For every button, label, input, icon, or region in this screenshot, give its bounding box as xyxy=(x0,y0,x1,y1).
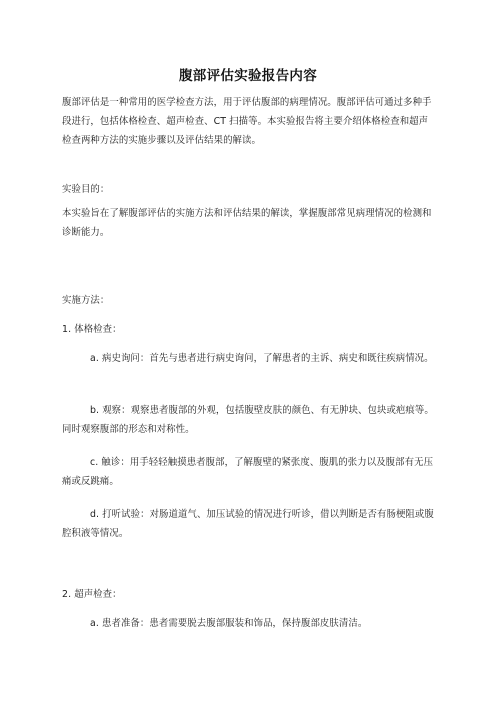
physical-exam-item-d: d. 打听试验：对肠道道气、加压试验的情况进行听诊，借以判断是否有肠梗阻或腹腔积液等情况。 xyxy=(62,509,434,539)
physical-exam-item-c: c. 触诊：用手轻轻触摸患者腹部，了解腹壁的紧张度、腹肌的张力以及腹部有无压痛或反跳痛。 xyxy=(62,457,434,487)
document-title: 腹部评估实验报告内容 xyxy=(179,68,317,84)
methods-heading: 实施方法： xyxy=(62,295,110,306)
physical-exam-item-b: b. 观察：观察患者腹部的外观，包括腹壁皮肤的颜色、有无肿块、包块或疤痕等。同时观察腹部的形态和对称性。 xyxy=(62,405,434,435)
purpose-paragraph: 本实验旨在了解腹部评估的实施方法和评估结果的解读，掌握腹部常见病理情况的检测和诊断能力。 xyxy=(62,208,432,238)
intro-paragraph: 腹部评估是一种常用的医学检查方法，用于评估腹部的病理情况。腹部评估可通过多种手段进行，包括体格检查、超声检查、CT 扫描等。本实验报告将主要介绍体格检查和超声检查两种方法的实施步骤以及评估结果的解读。 xyxy=(62,97,432,146)
ultrasound-heading: 2. 超声检查： xyxy=(62,589,122,600)
physical-exam-heading: 1. 体格检查： xyxy=(62,324,122,335)
purpose-heading: 实验目的： xyxy=(62,184,110,195)
physical-exam-item-a: a. 病史询问：首先与患者进行病史询问，了解患者的主诉、病史和既往疾病情况。 xyxy=(90,353,434,364)
ultrasound-item-a: a. 患者准备：患者需要脱去腹部服装和饰品，保持腹部皮肤清洁。 xyxy=(90,618,368,629)
